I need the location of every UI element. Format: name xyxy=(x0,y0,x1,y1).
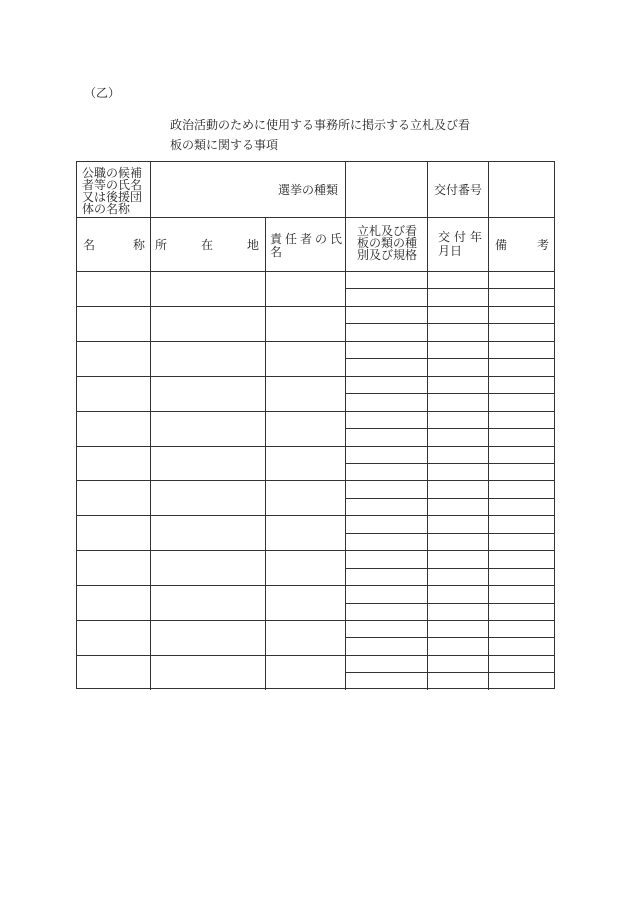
row-subdivider xyxy=(345,463,554,464)
column-issue-date-1: 交付年 xyxy=(438,230,487,244)
column-responsible-1: 責任者の氏 xyxy=(270,232,346,246)
row-divider xyxy=(77,306,554,307)
row-subdivider xyxy=(345,533,554,534)
column-name-char-2: 称 xyxy=(132,238,145,252)
row-divider xyxy=(77,411,554,412)
row-subdivider xyxy=(345,637,554,638)
column-name xyxy=(83,239,145,251)
form-title-line2: 板の類に関する事項 xyxy=(170,138,279,152)
row-subdivider xyxy=(345,288,554,289)
row-divider xyxy=(77,341,554,342)
row-subdivider xyxy=(345,323,554,324)
party-name-label-4: 体の名称 xyxy=(82,202,131,216)
column-sign-type-2: 板の類の種 xyxy=(357,236,418,250)
row-divider xyxy=(77,620,554,621)
row-divider xyxy=(77,480,554,481)
column-sign-type-1: 立札及び看 xyxy=(357,224,418,238)
row-subdivider xyxy=(345,603,554,604)
divider xyxy=(77,217,554,218)
row-subdivider xyxy=(345,428,554,429)
column-location xyxy=(155,239,259,251)
party-name-label-3: 又は後援団 xyxy=(82,190,143,204)
divider xyxy=(427,162,428,690)
divider xyxy=(488,162,489,690)
row-subdivider xyxy=(345,393,554,394)
row-divider xyxy=(77,446,554,447)
row-divider xyxy=(77,655,554,656)
divider xyxy=(345,162,346,690)
registration-form-table xyxy=(76,161,555,689)
issue-number-label: 交付番号 xyxy=(434,183,483,197)
column-remarks-char-1: 備 xyxy=(495,238,508,252)
divider xyxy=(77,271,554,272)
column-name-char-1: 名 xyxy=(83,238,96,252)
column-remarks xyxy=(495,239,549,251)
row-divider xyxy=(77,550,554,551)
column-remarks-char-2: 考 xyxy=(536,238,549,252)
form-title-line1: 政治活動のために使用する事務所に掲示する立札及び看 xyxy=(170,118,471,132)
row-subdivider xyxy=(345,568,554,569)
row-subdivider xyxy=(345,498,554,499)
column-location-char-1: 所 xyxy=(155,238,168,252)
row-subdivider xyxy=(345,672,554,673)
row-subdivider xyxy=(345,358,554,359)
row-divider xyxy=(77,376,554,377)
election-type-label: 選挙の種類 xyxy=(278,183,339,197)
page-label: （乙） xyxy=(84,86,121,100)
column-location-char-2: 在 xyxy=(200,238,213,252)
divider xyxy=(150,162,151,690)
row-divider xyxy=(77,585,554,586)
party-name-label-1: 公職の候補 xyxy=(82,166,143,180)
column-issue-date-2: 月日 xyxy=(438,244,463,258)
party-name-label-2: 者等の氏名 xyxy=(82,178,143,192)
row-divider xyxy=(77,515,554,516)
column-sign-type-3: 別及び規格 xyxy=(357,248,418,262)
column-responsible-2: 名 xyxy=(270,245,283,259)
column-location-char-3: 地 xyxy=(246,238,259,252)
